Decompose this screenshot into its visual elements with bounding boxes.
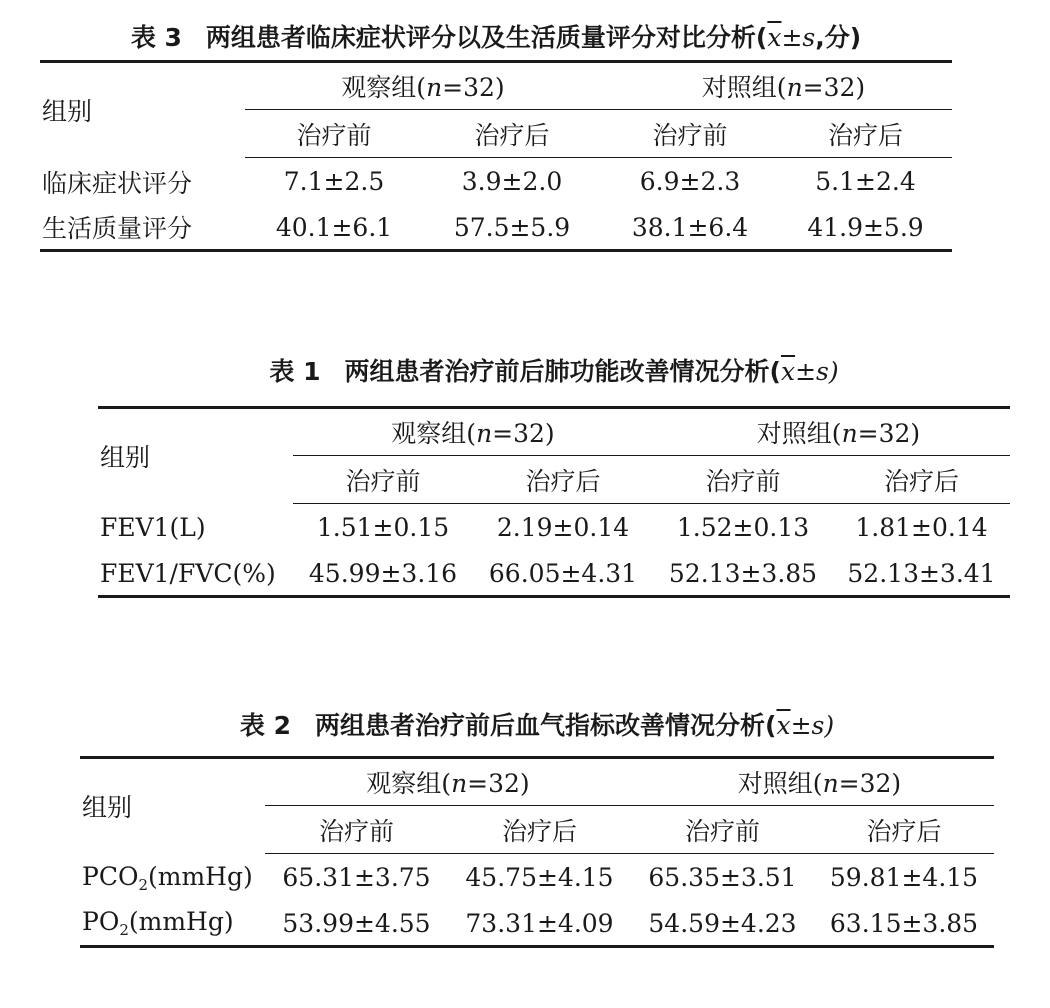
table-row: [40, 158, 952, 206]
table-cell: 1.51±0.15: [316, 513, 450, 543]
table1-sub-header: 治疗后: [473, 456, 653, 504]
table-cell: 73.31±4.09: [465, 908, 614, 938]
table3-sub-header: 治疗后: [779, 110, 952, 158]
table2-sub-header: 治疗后: [448, 806, 631, 854]
table3-sub-header: 治疗后: [423, 110, 601, 158]
table2: [80, 756, 994, 948]
table3-stat-rest: ±s: [781, 23, 816, 52]
table1-stat-x: $\overline{x}$: [780, 357, 796, 386]
table1-sub-header: 治疗前: [293, 456, 473, 504]
table-row: [40, 206, 952, 251]
table-cell: 54.59±4.23: [648, 908, 797, 938]
row-label: 临床症状评分: [42, 168, 193, 198]
table1-sub-header: 治疗后: [833, 456, 1010, 504]
table3-number: 表 3: [130, 23, 182, 52]
table-row: [80, 854, 994, 902]
table-cell: 6.9±2.3: [639, 167, 741, 197]
table3-sub-header: 治疗前: [601, 110, 779, 158]
table-cell: 63.15±3.85: [829, 908, 979, 938]
table-cell: 1.81±0.14: [855, 513, 988, 543]
table1-sub-header: 治疗前: [653, 456, 833, 504]
row-label: $PCO_2(mmHg)$: [82, 861, 253, 894]
table2-sub-header: 治疗前: [265, 806, 448, 854]
table-cell: 2.19±0.14: [496, 513, 630, 543]
table2-sub-header: 治疗前: [631, 806, 814, 854]
table2-block: [80, 706, 994, 951]
table1-group-observation: 观察组(n=32): [293, 408, 653, 456]
table1-number: 表 1: [269, 357, 321, 386]
table1-row-header: 组别: [100, 443, 151, 473]
table2-number: 表 2: [239, 711, 292, 740]
table3-row-header: 组别: [42, 97, 93, 127]
table2-row-header: 组别: [82, 793, 133, 823]
row-label: 生活质量评分: [42, 214, 193, 244]
table-cell: 38.1±6.4: [631, 212, 749, 242]
table1-title: 两组患者治疗前后肺功能改善情况分析(: [344, 357, 781, 386]
table-cell: 65.31±3.75: [282, 863, 431, 893]
table3-sub-header: 治疗前: [245, 110, 423, 158]
table-cell: 65.35±3.51: [648, 863, 797, 893]
row-label: $PO_2(mmHg)$: [82, 907, 234, 940]
table2-sub-header: 治疗后: [814, 806, 994, 854]
table-cell: 45.99±3.16: [308, 558, 458, 588]
table3-group-control: 对照组(n=32): [601, 62, 952, 110]
table2-group-control: 对照组(n=32): [631, 758, 994, 806]
row-label: FEV1/FVC(%): [100, 558, 276, 588]
table-row: [98, 504, 1010, 552]
table2-caption: [80, 706, 994, 742]
table3-group-observation: 观察组(n=32): [245, 62, 601, 110]
table3-block: [40, 18, 952, 253]
table3: [40, 60, 952, 252]
table-cell: 41.9±5.9: [807, 212, 924, 242]
table1-caption: [98, 352, 1010, 388]
table-cell: 7.1±2.5: [283, 167, 385, 197]
table1-stat-rest: ±s): [795, 357, 839, 386]
table2-title: 两组患者治疗前后血气指标改善情况分析(: [315, 711, 777, 740]
table-cell: 5.1±2.4: [815, 167, 916, 197]
table-cell: 59.81±4.15: [829, 863, 979, 893]
table2-stat-rest: ±s): [790, 711, 835, 740]
table-cell: 53.99±4.55: [282, 908, 431, 938]
table-cell: 40.1±6.1: [275, 212, 393, 242]
row-label: FEV1(L): [100, 513, 206, 542]
table-cell: 45.75±4.15: [465, 863, 614, 893]
table1-group-control: 对照组(n=32): [653, 408, 1010, 456]
table1: [98, 406, 1010, 598]
table-cell: 3.9±2.0: [461, 167, 563, 197]
table3-stat-x: $\overline{x}$: [767, 23, 782, 52]
table-cell: 52.13±3.41: [847, 558, 996, 588]
table-cell: 66.05±4.31: [488, 558, 638, 588]
table1-block: [98, 352, 1010, 602]
table2-stat-x: $\overline{x}$: [776, 711, 791, 740]
table3-caption: [40, 18, 952, 54]
table2-group-observation: 观察组(n=32): [265, 758, 631, 806]
table3-title: 两组患者临床症状评分以及生活质量评分对比分析(: [205, 23, 768, 52]
table-row: [80, 902, 994, 947]
table-cell: 57.5±5.9: [453, 212, 571, 242]
table-cell: 52.13±3.85: [668, 558, 818, 588]
table-cell: 1.52±0.13: [676, 513, 810, 543]
table-row: [98, 552, 1010, 597]
table3-stat-unit: ,分): [815, 23, 862, 52]
